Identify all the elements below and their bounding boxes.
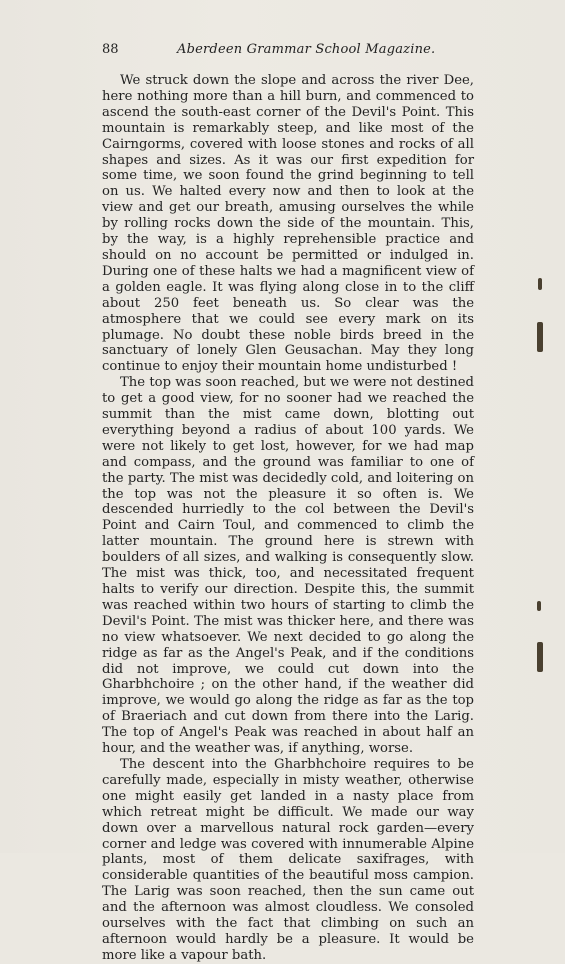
binding-mark	[538, 278, 542, 290]
paragraph-3: The descent into the Gharbhchoire requires to be carefully made, especially in misty weather, otherwise one might easily get landed in a nasty place from which retreat might be difficult. We made our way down over a marvellous natural rock garden—every corner and ledge was covered with innumerable Alpine plants, most of them delicate saxifrages, with considerable quantities of the beautiful moss campion. The Larig was soon reached, then the sun came out and the afternoon was almost cloudless. We consoled ourselves with the fact that climbing on such an afternoon would hardly be a pleasure. It would be more like a vapour bath.	[102, 756, 474, 963]
page-number: 88	[102, 42, 119, 57]
paragraph-1: We struck down the slope and across the river Dee, here nothing more than a hill burn, and commenced to ascend the south-east corner of the Devil's Point. This mountain is remarkably steep, and like most of the Cairngorms, covered with loose stones and rocks of all shapes and sizes. As it was our first expedition for some time, we soon found the grind beginning to tell on us. We halted every now and then to look at the view and get our breath, amusing ourselves the while by rolling rocks down the side of the mountain. This, by the way, is a highly reprehensible practice and should on no account be permitted or indulged in. During one of these halts we had a magnificent view of a golden eagle. It was flying along close in to the cliff about 250 feet beneath us. So clear was the atmosphere that we could see every mark on its plumage. No doubt these noble birds breed in the sanctuary of lonely Glen Geusachan. May they long continue to enjoy their mountain home undisturbed !	[102, 73, 474, 375]
paragraph-2: The top was soon reached, but we were not destined to get a good view, for no sooner had we reached the summit than the mist came down, blotting out everything beyond a radius of about 100 yards. We were not likely to get lost, however, for we had map and compass, and the ground was familiar to one of the party. The mist was decidedly cold, and loitering on the top was not the pleasure it so often is. We descended hurriedly to the col between the Devil's Point and Cairn Toul, and commenced to climb the latter mountain. The ground here is strewn with boulders of all sizes, and walking is consequently slow. The mist was thick, too, and necessitated frequent halts to verify our direction. Despite this, the summit was reached within two hours of starting to climb the Devil's Point. The mist was thicker here, and there was no view whatsoever. We next decided to go along the ridge as far as the Angel's Peak, and if the conditions did not improve, we could cut down into the Gharbhchoire ; on the other hand, if the weather did improve, we would go along the ridge as far as the top of Braeriach and cut down from there into the Larig. The top of Angel's Peak was reached in about half an hour, and the weather was, if anything, worse.	[102, 375, 474, 757]
binding-mark	[537, 642, 543, 672]
running-title: Aberdeen Grammar School Magazine.	[177, 42, 436, 57]
article-body	[102, 73, 474, 964]
page-header	[102, 42, 474, 62]
binding-mark	[537, 601, 541, 611]
binding-mark	[537, 322, 543, 352]
